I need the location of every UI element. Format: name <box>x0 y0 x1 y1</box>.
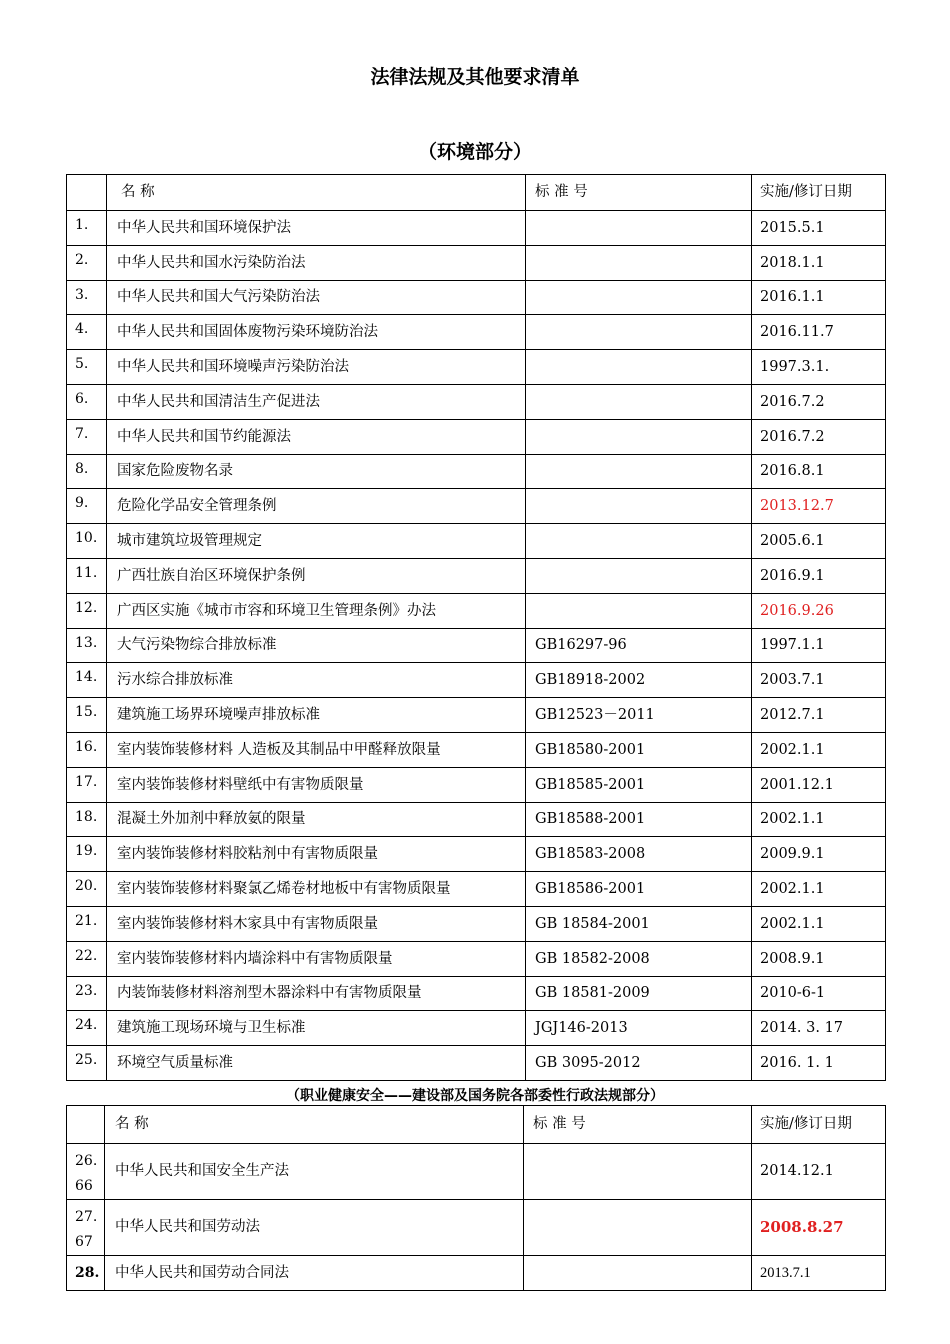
standard-number <box>526 245 752 280</box>
row-number: 19. <box>67 837 107 872</box>
header-date: 实施/修订日期 <box>752 175 886 211</box>
regulation-name: 中华人民共和国清洁生产促进法 <box>107 384 526 419</box>
standard-number <box>526 454 752 489</box>
row-number: 6. <box>67 384 107 419</box>
effective-date: 2016.7.2 <box>752 419 886 454</box>
table-row <box>67 732 886 767</box>
regulation-name: 建筑施工现场环境与卫生标准 <box>107 1011 526 1046</box>
section-subtitle: （环境部分） <box>417 141 532 163</box>
row-number-line2: 66 <box>75 1178 93 1194</box>
standard-number <box>524 1200 752 1256</box>
table-row <box>67 315 886 350</box>
table-row <box>67 1256 886 1291</box>
standard-number <box>526 350 752 385</box>
regulation-name: 广西区实施《城市市容和环境卫生管理条例》办法 <box>107 593 526 628</box>
row-number-line1: 28. <box>75 1265 100 1281</box>
table-row <box>67 663 886 698</box>
regulation-name: 中华人民共和国节约能源法 <box>107 419 526 454</box>
row-number: 25. <box>67 1046 107 1081</box>
regulation-name: 中华人民共和国环境噪声污染防治法 <box>107 350 526 385</box>
regulation-name: 中华人民共和国固体废物污染环境防治法 <box>107 315 526 350</box>
header-date: 实施/修订日期 <box>752 1106 886 1144</box>
table-row <box>67 489 886 524</box>
standard-number <box>526 593 752 628</box>
effective-date: 2016.8.1 <box>752 454 886 489</box>
table-row <box>67 941 886 976</box>
standard-number: JGJ146-2013 <box>526 1011 752 1046</box>
row-number: 24. <box>67 1011 107 1046</box>
row-number: 8. <box>67 454 107 489</box>
standard-number: GB 3095-2012 <box>526 1046 752 1081</box>
effective-date: 2015.5.1 <box>752 211 886 246</box>
header-name: 名 称 <box>107 175 526 211</box>
effective-date: 2016.11.7 <box>752 315 886 350</box>
table-row <box>67 802 886 837</box>
standard-number: GB18585-2001 <box>526 767 752 802</box>
standard-number <box>526 384 752 419</box>
row-number-line1: 26. <box>75 1153 98 1169</box>
table-row <box>67 976 886 1011</box>
effective-date: 2002.1.1 <box>752 802 886 837</box>
standard-number <box>526 489 752 524</box>
standard-number: GB 18584-2001 <box>526 906 752 941</box>
regulation-name: 室内装饰装修材料内墙涂料中有害物质限量 <box>107 941 526 976</box>
row-number: 18. <box>67 802 107 837</box>
regulation-name: 中华人民共和国安全生产法 <box>105 1144 524 1200</box>
regulation-name: 中华人民共和国大气污染防治法 <box>107 280 526 315</box>
table-row <box>67 1011 886 1046</box>
regulation-name: 大气污染物综合排放标准 <box>107 628 526 663</box>
effective-date: 2016.7.2 <box>752 384 886 419</box>
table-row <box>67 524 886 559</box>
effective-date: 2002.1.1 <box>752 906 886 941</box>
table-row <box>67 454 886 489</box>
table-row <box>67 698 886 733</box>
standard-number: GB 18582-2008 <box>526 941 752 976</box>
standard-number <box>526 315 752 350</box>
regulation-name: 广西壮族自治区环境保护条例 <box>107 558 526 593</box>
regulation-name: 中华人民共和国劳动法 <box>105 1200 524 1256</box>
row-number: 23. <box>67 976 107 1011</box>
standard-number <box>526 280 752 315</box>
regulation-name: 中华人民共和国环境保护法 <box>107 211 526 246</box>
effective-date: 2005.6.1 <box>752 524 886 559</box>
header-standard: 标 准 号 <box>526 175 752 211</box>
table-row <box>67 350 886 385</box>
table-row <box>67 419 886 454</box>
row-number: 15. <box>67 698 107 733</box>
row-number: 20. <box>67 872 107 907</box>
effective-date: 2012.7.1 <box>752 698 886 733</box>
table-row <box>67 593 886 628</box>
table-row <box>67 767 886 802</box>
section2-title: （职业健康安全——建设部及国务院各部委性行政法规部分） <box>286 1088 664 1104</box>
regulation-name: 国家危险废物名录 <box>107 454 526 489</box>
row-number <box>67 1256 105 1291</box>
row-number: 17. <box>67 767 107 802</box>
row-number: 16. <box>67 732 107 767</box>
regulation-name: 危险化学品安全管理条例 <box>107 489 526 524</box>
row-number: 11. <box>67 558 107 593</box>
standard-number: GB18580-2001 <box>526 732 752 767</box>
standard-number: GB 18581-2009 <box>526 976 752 1011</box>
table-row <box>67 628 886 663</box>
row-number: 13. <box>67 628 107 663</box>
standard-number: GB12523－2011 <box>526 698 752 733</box>
regulation-name: 中华人民共和国劳动合同法 <box>105 1256 524 1291</box>
table-row <box>67 1046 886 1081</box>
header-number-cell <box>67 175 107 211</box>
effective-date: 2010-6-1 <box>752 976 886 1011</box>
standard-number <box>526 558 752 593</box>
table-header-row <box>67 175 886 211</box>
row-number <box>67 1200 105 1256</box>
environment-regulations-table <box>66 174 886 1081</box>
standard-number: GB18918-2002 <box>526 663 752 698</box>
row-number: 22. <box>67 941 107 976</box>
effective-date: 2014. 3. 17 <box>752 1011 886 1046</box>
standard-number: GB18583-2008 <box>526 837 752 872</box>
regulation-name: 内装饰装修材料溶剂型木器涂料中有害物质限量 <box>107 976 526 1011</box>
standard-number <box>524 1144 752 1200</box>
effective-date: 2014.12.1 <box>752 1144 886 1200</box>
effective-date: 2003.7.1 <box>752 663 886 698</box>
row-number-line1: 27. <box>75 1209 98 1225</box>
table-row <box>67 280 886 315</box>
effective-date: 2008.9.1 <box>752 941 886 976</box>
standard-number <box>524 1256 752 1291</box>
row-number: 9. <box>67 489 107 524</box>
effective-date: 2001.12.1 <box>752 767 886 802</box>
regulation-name: 室内装饰装修材料聚氯乙烯卷材地板中有害物质限量 <box>107 872 526 907</box>
table-row <box>67 558 886 593</box>
standard-number: GB18588-2001 <box>526 802 752 837</box>
effective-date: 2016.9.1 <box>752 558 886 593</box>
row-number: 21. <box>67 906 107 941</box>
effective-date: 2013.7.1 <box>752 1256 886 1291</box>
table-row <box>67 245 886 280</box>
regulation-name: 建筑施工场界环境噪声排放标准 <box>107 698 526 733</box>
effective-date: 2002.1.1 <box>752 872 886 907</box>
row-number: 2. <box>67 245 107 280</box>
regulation-name: 中华人民共和国水污染防治法 <box>107 245 526 280</box>
regulation-name: 室内装饰装修材料 人造板及其制品中甲醛释放限量 <box>107 732 526 767</box>
regulation-name: 城市建筑垃圾管理规定 <box>107 524 526 559</box>
effective-date: 2018.1.1 <box>752 245 886 280</box>
table-row <box>67 872 886 907</box>
document-title: 法律法规及其他要求清单 <box>370 66 580 88</box>
effective-date: 2016. 1. 1 <box>752 1046 886 1081</box>
effective-date: 2013.12.7 <box>752 489 886 524</box>
regulation-name: 环境空气质量标准 <box>107 1046 526 1081</box>
table-row <box>67 1200 886 1256</box>
row-number: 12. <box>67 593 107 628</box>
regulation-name: 室内装饰装修材料壁纸中有害物质限量 <box>107 767 526 802</box>
regulation-name: 污水综合排放标准 <box>107 663 526 698</box>
header-standard: 标 准 号 <box>524 1106 752 1144</box>
row-number <box>67 1144 105 1200</box>
regulation-name: 室内装饰装修材料木家具中有害物质限量 <box>107 906 526 941</box>
table-row <box>67 384 886 419</box>
header-name: 名 称 <box>105 1106 524 1144</box>
effective-date: 2009.9.1 <box>752 837 886 872</box>
table-row <box>67 1144 886 1200</box>
row-number: 4. <box>67 315 107 350</box>
effective-date: 1997.3.1. <box>752 350 886 385</box>
row-number: 10. <box>67 524 107 559</box>
regulation-name: 混凝土外加剂中释放氨的限量 <box>107 802 526 837</box>
row-number: 3. <box>67 280 107 315</box>
effective-date: 2008.8.27 <box>752 1200 886 1256</box>
standard-number: GB18586-2001 <box>526 872 752 907</box>
effective-date: 2002.1.1 <box>752 732 886 767</box>
table-header-row <box>67 1106 886 1144</box>
regulation-name: 室内装饰装修材料胶粘剂中有害物质限量 <box>107 837 526 872</box>
row-number: 1. <box>67 211 107 246</box>
occupational-safety-table <box>66 1105 886 1291</box>
effective-date: 1997.1.1 <box>752 628 886 663</box>
standard-number <box>526 211 752 246</box>
effective-date: 2016.9.26 <box>752 593 886 628</box>
standard-number <box>526 524 752 559</box>
row-number: 5. <box>67 350 107 385</box>
effective-date: 2016.1.1 <box>752 280 886 315</box>
table-row <box>67 906 886 941</box>
row-number: 14. <box>67 663 107 698</box>
row-number-line2: 67 <box>75 1234 93 1250</box>
table-row <box>67 211 886 246</box>
header-number-cell <box>67 1106 105 1144</box>
table-row <box>67 837 886 872</box>
standard-number <box>526 419 752 454</box>
row-number: 7. <box>67 419 107 454</box>
standard-number: GB16297-96 <box>526 628 752 663</box>
